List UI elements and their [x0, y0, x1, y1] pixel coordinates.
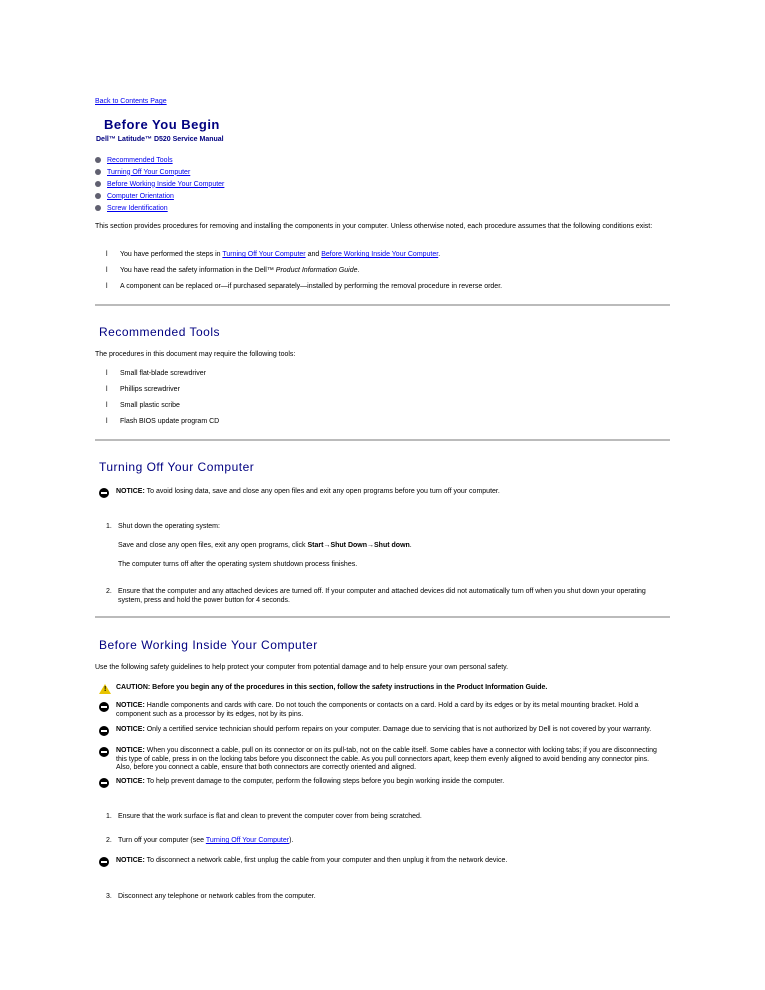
- step-item: 3. Disconnect any telephone or network cables from the computer.: [106, 893, 316, 900]
- notice-box: NOTICE: To disconnect a network cable, first unplug the cable from your computer and then unplug it from the network device.: [99, 857, 665, 866]
- toc-item: [95, 166, 224, 178]
- toc-item: [95, 190, 224, 202]
- step-item: 1. Shut down the operating system:: [106, 523, 220, 530]
- list-marker: l: [106, 370, 108, 377]
- notice-icon: [99, 747, 109, 757]
- notice-box: NOTICE: Only a certified service technician should perform repairs on your computer. Damage due to servicing that is not authorized by Dell is not covered by your warranty.: [99, 726, 665, 735]
- step-item: 2. Ensure that the computer and any attached devices are turned off. If your computer and attached devices did not automatically turn off when you shut down your operating system, press and hold the power button for 4 seconds.: [106, 588, 646, 604]
- condition-item: l You have read the safety information in the Dell™ Product Information Guide.: [106, 267, 360, 274]
- step-item: 2. Turn off your computer (see Turning Off Your Computer).: [106, 837, 294, 844]
- toc-link-computer-orientation[interactable]: Computer Orientation: [107, 192, 174, 200]
- back-to-contents-link[interactable]: Back to Contents Page: [95, 98, 167, 105]
- turning-off-link[interactable]: Turning Off Your Computer: [205, 837, 290, 844]
- section-heading-recommended-tools: Recommended Tools: [99, 325, 221, 339]
- notice-icon: [99, 488, 109, 498]
- toc-link-recommended-tools[interactable]: Recommended Tools: [107, 156, 173, 164]
- tools-intro: The procedures in this document may require the following tools:: [95, 351, 296, 358]
- before-working-link[interactable]: Before Working Inside Your Computer: [321, 251, 439, 258]
- toc-item: [95, 178, 224, 190]
- list-marker: l: [106, 251, 108, 258]
- step-item: 1. Ensure that the work surface is flat and clean to prevent the computer cover from being scratched.: [106, 813, 422, 820]
- list-marker: l: [106, 418, 108, 425]
- notice-box: NOTICE: When you disconnect a cable, pull on its connector or on its pull-tab, not on the cable itself. Some cables have a connector with locking tabs; if you are disconnecting this type of cable, press in on the locking tabs before you disconnect the cable. As you pull connectors apart, keep them evenly aligned to avoid bending any connector pins. Also, before you connect a cable, ensure that both connectors are correctly oriented and aligned.: [99, 747, 665, 773]
- tool-item: l Flash BIOS update program CD: [106, 418, 220, 425]
- tool-item: l Phillips screwdriver: [106, 386, 180, 393]
- bullet-icon: [95, 193, 101, 199]
- before-intro: Use the following safety guidelines to help protect your computer from potential damage and to help ensure your own personal safety.: [95, 664, 509, 671]
- turning-off-link[interactable]: Turning Off Your Computer: [222, 251, 306, 258]
- notice-icon: [99, 857, 109, 867]
- notice-box: NOTICE: Handle components and cards with care. Do not touch the components or contacts on a card. Hold a card by its edges or by its metal mounting bracket. Hold a component such as a processor by its edges, not by its pins.: [99, 702, 665, 719]
- list-marker: l: [106, 267, 108, 274]
- toc-item: [95, 202, 224, 214]
- arrow-icon: →: [323, 542, 331, 549]
- toc-link-before-working[interactable]: Before Working Inside Your Computer: [107, 180, 225, 188]
- section-heading-turning-off: Turning Off Your Computer: [99, 460, 255, 474]
- bullet-icon: [95, 169, 101, 175]
- list-marker: l: [106, 386, 108, 393]
- bullet-icon: [95, 181, 101, 187]
- intro-paragraph: This section provides procedures for removing and installing the components in your computer. Unless otherwise noted, each procedure assumes that the following conditions exist:: [95, 223, 653, 230]
- toc-link-screw-identification[interactable]: Screw Identification: [107, 204, 168, 212]
- toc-item: [95, 154, 224, 166]
- list-marker: l: [106, 402, 108, 409]
- tool-item: l Small flat-blade screwdriver: [106, 370, 206, 377]
- step-result: The computer turns off after the operating system shutdown process finishes.: [118, 561, 358, 568]
- caution-triangle-icon: [99, 684, 111, 694]
- step-detail: Save and close any open files, exit any open programs, click Start→Shut Down→Shut down.: [118, 542, 412, 549]
- section-divider: [95, 439, 670, 441]
- caution-box: ! CAUTION: Before you begin any of the procedures in this section, follow the safety instructions in the Product Information Guide.: [99, 684, 665, 693]
- section-divider: [95, 304, 670, 306]
- section-heading-before-working: Before Working Inside Your Computer: [99, 638, 318, 652]
- table-of-contents: [95, 154, 224, 214]
- condition-item: l A component can be replaced or—if purchased separately—installed by performing the removal procedure in reverse order.: [106, 283, 503, 290]
- bullet-icon: [95, 157, 101, 163]
- condition-item: l You have performed the steps in Turning Off Your Computer and Before Working Inside Your Computer.: [106, 251, 441, 258]
- tool-item: l Small plastic scribe: [106, 402, 180, 409]
- bullet-icon: [95, 205, 101, 211]
- notice-icon: [99, 702, 109, 712]
- section-divider: [95, 616, 670, 618]
- notice-box: NOTICE: To help prevent damage to the computer, perform the following steps before you begin working inside the computer.: [99, 778, 665, 787]
- notice-icon: [99, 778, 109, 788]
- arrow-icon: →: [367, 542, 375, 549]
- toc-link-turning-off[interactable]: Turning Off Your Computer: [107, 168, 191, 176]
- list-marker: l: [106, 283, 108, 290]
- manual-subtitle: Dell™ Latitude™ D520 Service Manual: [96, 136, 224, 143]
- page-title: Before You Begin: [104, 117, 220, 132]
- notice-icon: [99, 726, 109, 736]
- notice-box: NOTICE: To avoid losing data, save and close any open files and exit any open programs before you turn off your computer.: [99, 488, 665, 497]
